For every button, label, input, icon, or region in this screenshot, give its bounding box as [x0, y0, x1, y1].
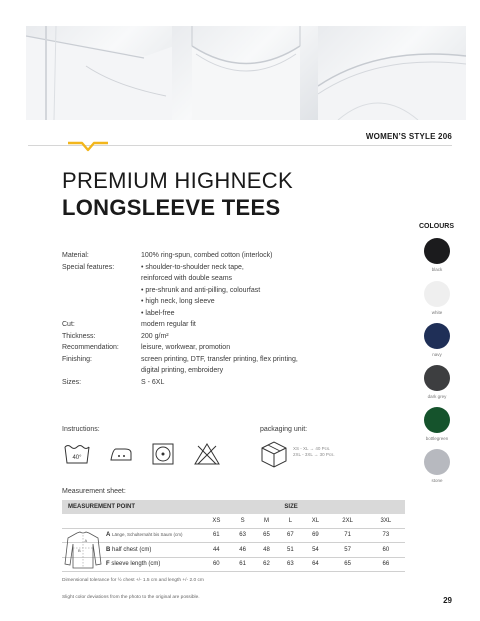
header-size: SIZE — [278, 500, 405, 514]
spec-row — [62, 342, 298, 354]
colour-label: stone — [431, 478, 443, 483]
point-name: sleeve length (cm) — [111, 561, 161, 568]
size-label: 2XL — [329, 514, 367, 528]
spec-value: reinforced with double seams — [141, 275, 233, 282]
cell-value: 61 — [202, 528, 231, 543]
spec-value: screen printing, DTF, transfer printing, flex printing, — [141, 355, 298, 363]
spec-row — [62, 308, 298, 320]
size-label: S — [231, 514, 255, 528]
spec-value: • label-free — [141, 309, 175, 317]
wash-temp-label: 40° — [72, 455, 82, 461]
box-icon — [260, 440, 288, 468]
cell-value: 46 — [231, 543, 255, 558]
photo-neck-front — [172, 26, 320, 120]
deviation-note: Slight color deviations from the photo to the original are possible. — [62, 595, 200, 600]
cell-value: 54 — [302, 543, 328, 558]
point-key: A — [106, 532, 111, 539]
colour-swatch-white[interactable] — [424, 281, 450, 307]
spec-value: 100% ring-spun, combed cotton (interlock) — [141, 252, 273, 259]
cell-value: 63 — [278, 557, 302, 572]
spec-label — [62, 285, 141, 297]
header-measurement-point: MEASUREMENT POINT — [62, 500, 202, 514]
spec-label — [62, 365, 141, 377]
cell-value: 44 — [202, 543, 231, 558]
title-line-1: PREMIUM HIGHNECK — [62, 168, 293, 193]
colours-heading: COLOURS — [419, 223, 454, 230]
measurement-label: Measurement sheet: — [62, 488, 126, 495]
cell-value: 66 — [367, 557, 405, 572]
size-label: 3XL — [367, 514, 405, 528]
table-row — [62, 543, 405, 558]
spec-row — [62, 262, 298, 274]
spec-row — [62, 377, 298, 389]
colour-label: white — [431, 310, 443, 315]
marker-b: B — [78, 548, 81, 553]
iron-icon — [108, 443, 134, 465]
measurement-table — [62, 500, 405, 572]
cell-value: 64 — [302, 557, 328, 572]
photo-neck-back — [318, 26, 466, 120]
size-label: XS — [202, 514, 231, 528]
colour-label: black — [431, 267, 443, 272]
size-row — [62, 514, 405, 528]
photo-sleeve-detail — [26, 26, 174, 120]
marker-a: A — [84, 538, 88, 543]
spec-label: Finishing: — [62, 355, 92, 363]
cell-value: 69 — [302, 528, 328, 543]
table-header-row — [62, 500, 405, 514]
spec-row — [62, 296, 298, 308]
spec-label: Cut: — [62, 321, 75, 328]
colour-swatch-stone[interactable] — [424, 449, 450, 475]
spec-value: • pre-shrunk and anti-pilling, colourfast — [141, 286, 261, 294]
cell-value: 67 — [278, 528, 302, 543]
cell-value: 48 — [255, 543, 279, 558]
tolerance-note: Dimensional tolerance for ½ chest +/- 1.5 cm and length +/- 2.0 cm — [62, 578, 204, 583]
spec-list — [62, 250, 298, 388]
colour-label: navy — [432, 352, 442, 357]
packaging-line-2: 2XL - 3XL → 30 Pcs. — [293, 452, 335, 457]
spec-label: Special features: — [62, 263, 115, 271]
cell-value: 51 — [278, 543, 302, 558]
spec-value: modern regular fit — [141, 321, 196, 328]
spec-label — [62, 296, 141, 308]
cell-value: 63 — [231, 528, 255, 543]
title-line-2: LONGSLEEVE TEES — [62, 195, 281, 220]
colour-swatch-dark-grey[interactable] — [424, 365, 450, 391]
point-name: half chest (cm) — [112, 546, 152, 553]
size-label: M — [255, 514, 279, 528]
colour-label: dark grey — [427, 394, 447, 399]
spec-value: • shoulder-to-shoulder neck tape, — [141, 263, 244, 271]
spec-row — [62, 319, 298, 331]
spec-value: S - 6XL — [141, 378, 165, 386]
spec-row — [62, 365, 298, 377]
style-tag: WOMEN’S STYLE 206 — [365, 132, 452, 141]
spec-row — [62, 273, 298, 285]
wash-40-icon — [64, 443, 90, 465]
spec-row — [62, 354, 298, 366]
point-key: F — [106, 561, 110, 568]
spec-label: Sizes: — [62, 378, 82, 386]
shirt-silhouette-icon — [64, 530, 102, 570]
colour-swatch-bottlegreen[interactable] — [424, 407, 450, 433]
cell-value: 57 — [329, 543, 367, 558]
size-label: XL — [302, 514, 328, 528]
colour-swatch-black[interactable] — [424, 238, 450, 264]
spec-value: digital printing, embroidery — [141, 367, 224, 374]
colour-label: bottlegreen — [425, 436, 449, 441]
table-row — [62, 528, 405, 543]
packaging-label: packaging unit: — [260, 426, 308, 433]
packaging-text — [293, 446, 335, 458]
chevron-accent-icon — [68, 140, 108, 152]
cell-value: 71 — [329, 528, 367, 543]
page-number: 29 — [443, 596, 452, 605]
cell-value: 62 — [255, 557, 279, 572]
spec-label — [62, 273, 141, 285]
size-label: L — [278, 514, 302, 528]
cell-value: 60 — [367, 543, 405, 558]
packaging-line-1: XS - XL → 40 Pcs. — [293, 446, 331, 451]
do-not-bleach-icon — [194, 443, 220, 465]
spec-label: Thickness: — [62, 332, 96, 340]
point-key: B — [106, 546, 111, 553]
instructions-label: Instructions: — [62, 426, 100, 433]
cell-value: 73 — [367, 528, 405, 543]
spec-row — [62, 250, 298, 262]
cell-value: 61 — [231, 557, 255, 572]
cell-value: 60 — [202, 557, 231, 572]
spec-row — [62, 331, 298, 343]
tumble-dry-icon — [150, 443, 176, 465]
colour-swatch-navy[interactable] — [424, 323, 450, 349]
spec-label — [62, 308, 141, 320]
table-row — [62, 557, 405, 572]
spec-label: Material: — [62, 252, 89, 259]
spec-value: leisure, workwear, promotion — [141, 344, 231, 351]
spec-label: Recommendation: — [62, 344, 119, 351]
spec-value: • high neck, long sleeve — [141, 298, 215, 305]
point-name: Länge, Schulternaht bis Saum (cm) — [112, 532, 183, 538]
spec-value: 200 g/m² — [141, 332, 169, 340]
cell-value: 65 — [329, 557, 367, 572]
cell-value: 65 — [255, 528, 279, 543]
spec-row — [62, 285, 298, 297]
